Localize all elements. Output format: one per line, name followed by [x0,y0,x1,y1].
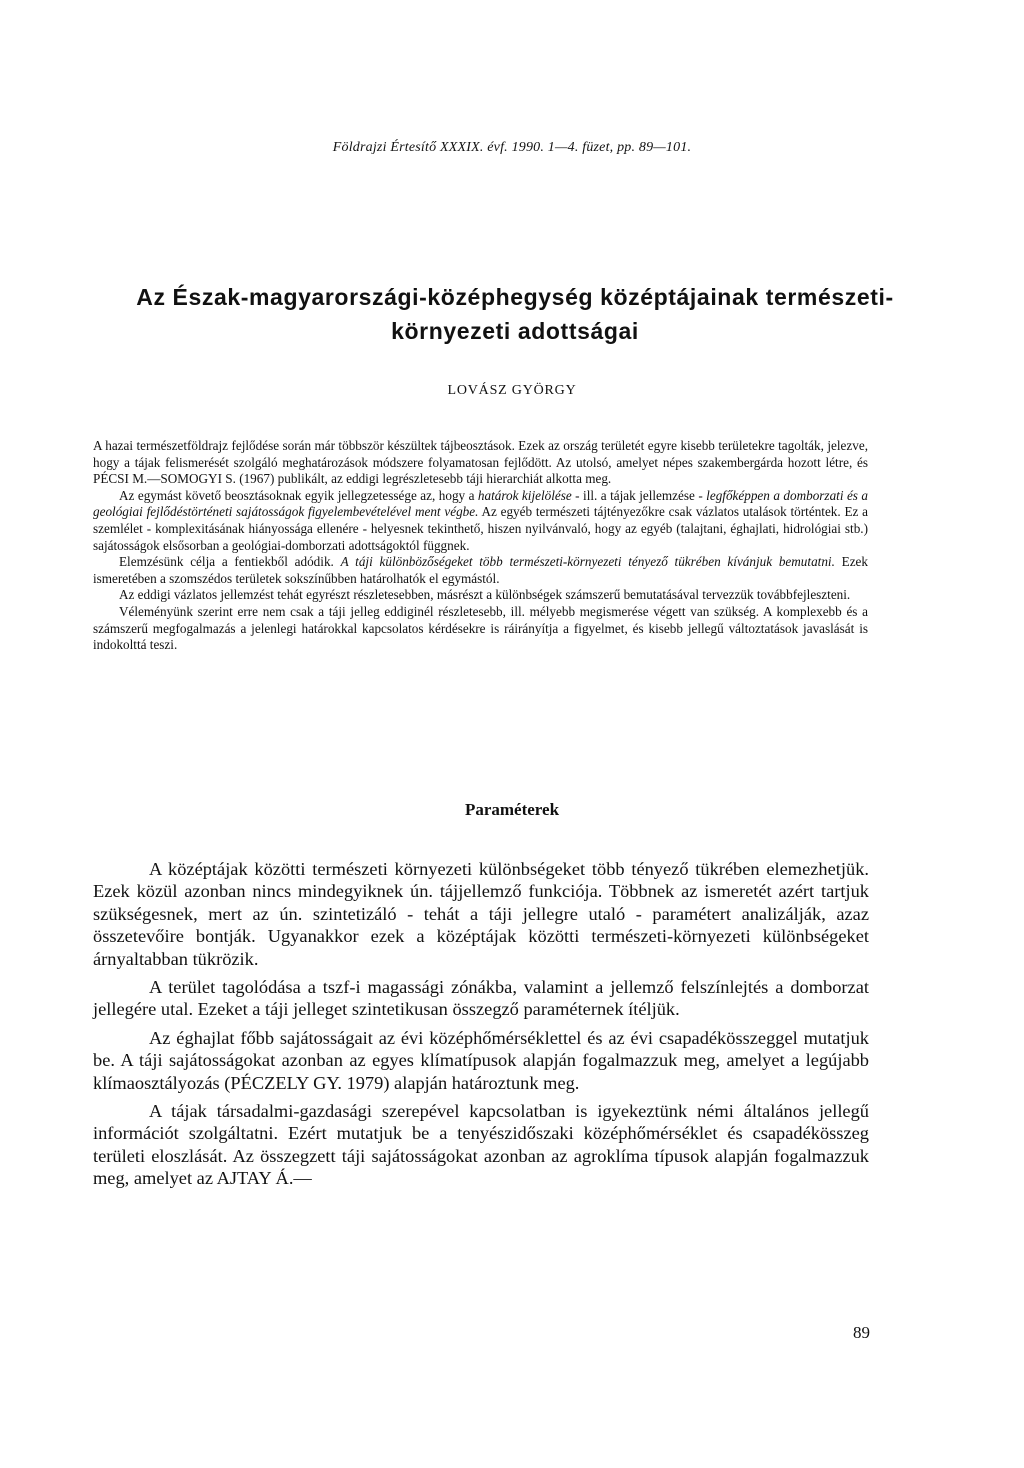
abstract-text: - ill. a tájak jellemzése - [571,487,707,503]
abstract-text: Az egymást követő beosztásoknak egyik jellegzetessége az, hogy a [119,487,478,503]
abstract-paragraph [93,438,868,488]
abstract-paragraph [93,554,868,587]
abstract-text: Elemzésünk célja a fentiekből adódik. [119,554,341,570]
author-name: LOVÁSZ GYÖRGY [447,383,577,398]
running-head: Földrajzi Értesítő XXXIX. évf. 1990. 1—4. füzet, pp. 89—101. [332,140,692,155]
abstract-text: Az eddigi vázlatos jellemzést tehát egyrészt részletesebben, másrészt a különbségek számszerű bemutatásával tervezzük továbbfejleszteni. [119,587,851,603]
body-paragraph: A terület tagolódása a tszf-i magassági zónákba, valamint a jellemző felszínlejtés a domborzat jellegére utal. Ezeket a táji jelleget szintetikusan összegző paraméternek ítéljük. [93,977,869,1020]
body-paragraph: Az éghajlat főbb sajátosságait az évi középhőmérséklettel és az évi csapadékösszeggel mutatjuk be. A táji sajátosságokat azonban az egyes klímatípusok alapján fogalmazzuk meg, amelyet a legújabb klímaosztályozás (PÉCZELY GY. 1979) alapján határoztunk meg. [93,1027,869,1093]
page-number: 89 [853,1323,870,1342]
emphasis-text: A táji különbözőségeket több természeti-környezeti tényező tükrében kívánjuk bemutatni. [340,554,835,570]
emphasis-text: legfőképpen a domborzati és a geológiai fejlődéstörténeti sajátosságok figyelembevételével ment végbe. [93,487,868,520]
abstract-text: Ezek ismeretében a szomszédos területek sokszínűbben határolhatók el egymástól. [93,554,868,586]
body-paragraph: A tájak társadalmi-gazdasági szerepével kapcsolatban is igyekeztünk némi általános jellegű információt szolgáltatni. Ezért mutatjuk be a tenyészidőszaki középhőmérséklet és csapadékösszeg területi eloszlását. Az összegzett táji sajátosságokat azonban az agroklíma típusok alapján fogalmazzuk meg, amelyet az AJTAY Á.— [93,1101,869,1189]
abstract-paragraph [93,604,868,654]
abstract-text: Véleményünk szerint erre nem csak a táji jelleg eddiginél részletesebb, ill. mélyebb megismerése végett van szükség. A komplexebb és a számszerű megfogalmazás a jelenlegi határokkal kapcsolatos kérdésekre is ráirányítja a figyelmet, és kisebb jellegű változtatások javaslását is indokolttá teszi. [93,603,868,653]
section-heading: Paraméterek [464,800,560,819]
abstract-paragraph [93,587,868,604]
abstract-text: A hazai természetföldrajz fejlődése során már többször készültek tájbeosztások. Ezek az ország területét egyre kisebb területekre tagolták, jelezve, hogy a tájak felismerését szolgáló meghatározások módszere folyamatosan fejlődött. Az utolsó, amelyet népes szakembergárda hozott létre, és PÉCSI M.—SOMOGYI S. (1967) publikált, az eddigi legrészletesebb táji hierarchiát alkotta meg. [93,438,868,487]
abstract-text: Az egyéb természeti tájtényezőkre csak vázlatos utalások történtek. Ez a szemlélet - komplexitásának hiányossága ellenére - helyesnek tekinthető, hiszen nyilvánvaló, hogy az egyéb (talajtani, éghajlati, hidrológiai stb.) sajátosságok elsősorban a geológiai-domborzati adottságoktól függnek. [93,504,868,553]
article-title: Az Észak-magyarországi-középhegység középtájainak természeti-környezeti adottságai [136,284,894,344]
abstract [93,438,868,654]
abstract-paragraph [93,488,868,554]
emphasis-text: határok kijelölése [477,487,572,503]
body-text [93,858,869,1196]
body-paragraph: A középtájak közötti természeti környezeti különbségeket több tényező tükrében elemezhetjük. Ezek közül azonban nincs mindegyiknek ún. tájjellemző funkciója. Többnek az ismeretét azért tartjuk szükségesnek, mert az ún. szintetizáló - tehát a táji jellegre utaló - paramétert analizálják, azaz összetevőire bontják. Ugyanakkor ezek a középtájak közötti természeti-környezeti különbségeket árnyaltabban tükrözik. [93,859,869,969]
